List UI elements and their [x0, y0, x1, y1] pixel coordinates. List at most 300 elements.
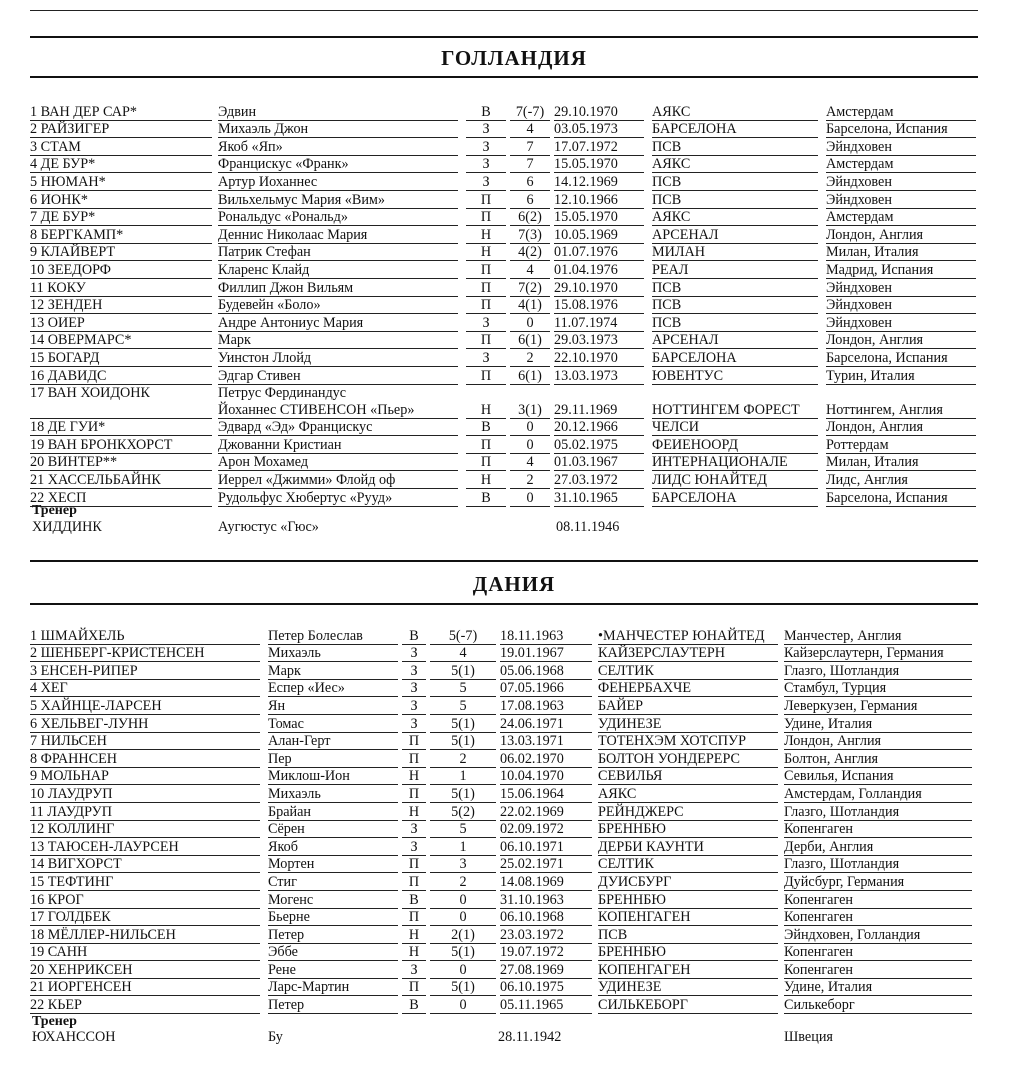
player-birth-date: 19.07.1972: [500, 943, 592, 961]
player-first-name: Михаэль: [268, 785, 398, 803]
section-rule-top: [30, 36, 978, 38]
player-first-name: Ян: [268, 697, 398, 715]
player-birth-date: 22.02.1969: [500, 802, 592, 820]
player-name: 21 ИОРГЕНСЕН: [30, 978, 260, 996]
player-position: Н: [466, 243, 506, 261]
table-row: [30, 855, 972, 873]
player-first-name: Могенс: [268, 890, 398, 908]
table-row: [30, 173, 976, 191]
player-city: Силькеборг: [784, 996, 972, 1014]
player-caps: 0: [430, 996, 496, 1014]
player-caps: 7: [510, 155, 550, 173]
player-first-name: Петер: [268, 996, 398, 1014]
player-name: 19 ВАН БРОНКХОРСТ: [30, 436, 212, 454]
player-birth-date: 18.11.1963: [500, 627, 592, 644]
player-name: 7 ДЕ БУР*: [30, 208, 212, 226]
player-name: 5 ХАЙНЦЕ-ЛАРСЕН: [30, 697, 260, 715]
player-caps: 5(1): [430, 978, 496, 996]
section-title-netherlands: ГОЛЛАНДИЯ: [441, 46, 587, 70]
player-birth-date: 15.05.1970: [554, 155, 644, 173]
coach-first-name: Аугюстус «Гюс»: [218, 519, 319, 535]
player-club: ТОТЕНХЭМ ХОТСПУР: [598, 732, 778, 750]
player-city: Копенгаген: [784, 820, 972, 838]
player-city: Глазго, Шотландия: [784, 855, 972, 873]
player-caps: 7(3): [510, 226, 550, 244]
player-birth-date: 10.05.1969: [554, 226, 644, 244]
player-position: П: [466, 331, 506, 349]
table-row: [30, 996, 972, 1014]
table-row: [30, 331, 976, 349]
player-caps: 6(1): [510, 331, 550, 349]
table-row: [30, 714, 972, 732]
player-club: ПСВ: [652, 278, 818, 296]
player-club: ДУИСБУРГ: [598, 873, 778, 891]
player-name: 8 БЕРГКАМП*: [30, 226, 212, 244]
player-birth-date: 27.03.1972: [554, 471, 644, 489]
player-position: З: [466, 173, 506, 191]
table-row: [30, 873, 972, 891]
player-city: Дуйсбург, Германия: [784, 873, 972, 891]
player-first-name: Рональдус «Рональд»: [218, 208, 458, 226]
player-city: Копенгаген: [784, 908, 972, 926]
player-position: П: [402, 908, 426, 926]
player-position: З: [402, 838, 426, 856]
player-birth-date: 17.07.1972: [554, 138, 644, 156]
player-first-name: Стиг: [268, 873, 398, 891]
player-caps: 3(1): [510, 401, 550, 418]
player-first-name: Андре Антониус Мария: [218, 314, 458, 332]
player-first-name: Артур Иоханнес: [218, 173, 458, 191]
player-club: БОЛТОН УОНДЕРЕРС: [598, 750, 778, 768]
player-name: 7 НИЛЬСЕН: [30, 732, 260, 750]
player-club: АРСЕНАЛ: [652, 331, 818, 349]
player-birth-date: 06.10.1968: [500, 908, 592, 926]
player-club: ДЕРБИ КАУНТИ: [598, 838, 778, 856]
player-position: Н: [402, 926, 426, 944]
player-city: Лондон, Англия: [826, 418, 976, 436]
player-caps: 5(1): [430, 732, 496, 750]
player-position: П: [466, 190, 506, 208]
player-club: БРЕННБЮ: [598, 890, 778, 908]
table-row: [30, 961, 972, 979]
player-club: МИЛАН: [652, 243, 818, 261]
player-club: АРСЕНАЛ: [652, 226, 818, 244]
player-position: П: [402, 873, 426, 891]
player-club: БАЙЕР: [598, 697, 778, 715]
player-name: 4 ХЕГ: [30, 679, 260, 697]
table-row: [30, 471, 976, 489]
player-club: УДИНЕЗЕ: [598, 978, 778, 996]
player-club: БРЕННБЮ: [598, 820, 778, 838]
player-name: 13 ТАЮСЕН-ЛАУРСЕН: [30, 838, 260, 856]
player-club: ИНТЕРНАЦИОНАЛЕ: [652, 453, 818, 471]
player-caps: 5: [430, 820, 496, 838]
table-row: [30, 890, 972, 908]
player-club: ПСВ: [652, 314, 818, 332]
section-rule-bottom: [30, 76, 978, 78]
coach-country: Швеция: [784, 1029, 833, 1045]
player-city: Удине, Италия: [784, 978, 972, 996]
player-club: ФЕНЕРБАХЧЕ: [598, 679, 778, 697]
player-birth-date: 17.08.1963: [500, 697, 592, 715]
player-caps: 3: [430, 855, 496, 873]
table-row: [30, 908, 972, 926]
player-city: Барселона, Испания: [826, 349, 976, 367]
player-position: П: [466, 261, 506, 279]
player-birth-date: 06.10.1975: [500, 978, 592, 996]
player-name: [30, 401, 212, 418]
player-first-name: Францискус «Франк»: [218, 155, 458, 173]
player-first-name: Михаэль: [268, 644, 398, 662]
player-city: Кайзерслаутерн, Германия: [784, 644, 972, 662]
player-city: Барселона, Испания: [826, 120, 976, 138]
player-first-name: Кларенс Клайд: [218, 261, 458, 279]
table-row: [30, 662, 972, 680]
player-position: Н: [466, 471, 506, 489]
player-club: СИЛЬКЕБОРГ: [598, 996, 778, 1014]
table-row: [30, 820, 972, 838]
player-name: 1 ШМАЙХЕЛЬ: [30, 627, 260, 644]
player-city: Глазго, Шотландия: [784, 802, 972, 820]
player-first-name: Эббе: [268, 943, 398, 961]
player-birth-date: 15.08.1976: [554, 296, 644, 314]
player-club: КАЙЗЕРСЛАУТЕРН: [598, 644, 778, 662]
player-first-name: Еспер «Иес»: [268, 679, 398, 697]
player-position: Н: [402, 802, 426, 820]
player-club: БАРСЕЛОНА: [652, 120, 818, 138]
player-first-name: Томас: [268, 714, 398, 732]
player-birth-date: 03.05.1973: [554, 120, 644, 138]
player-club: ФЕИЕНООРД: [652, 436, 818, 454]
table-row: [30, 697, 972, 715]
player-club: ЧЕЛСИ: [652, 418, 818, 436]
player-first-name: Будевейн «Боло»: [218, 296, 458, 314]
player-position: З: [466, 138, 506, 156]
coach-first-name: Бу: [268, 1029, 283, 1045]
player-caps: 5: [430, 679, 496, 697]
table-row: [30, 627, 972, 644]
player-name: 14 ВИГХОРСТ: [30, 855, 260, 873]
player-position: В: [466, 103, 506, 120]
player-first-name: Йоханнес СТИВЕНСОН «Пьер»: [218, 401, 458, 418]
player-caps: 2: [510, 349, 550, 367]
player-club: ПСВ: [598, 926, 778, 944]
player-club: •МАНЧЕСТЕР ЮНАЙТЕД: [598, 627, 778, 644]
player-city: Эйндховен: [826, 138, 976, 156]
table-row: [30, 838, 972, 856]
player-club: БРЕННБЮ: [598, 943, 778, 961]
player-position: В: [466, 489, 506, 507]
player-city: Лондон, Англия: [784, 732, 972, 750]
player-club: АЯКС: [652, 155, 818, 173]
player-position: П: [402, 732, 426, 750]
player-name: 3 СТАМ: [30, 138, 212, 156]
table-row: [30, 453, 976, 471]
player-city: Амстердам, Голландия: [784, 785, 972, 803]
player-first-name: Ларс-Мартин: [268, 978, 398, 996]
player-position: З: [466, 314, 506, 332]
table-row: [30, 103, 976, 120]
player-city: Манчестер, Англия: [784, 627, 972, 644]
player-birth-date: 01.07.1976: [554, 243, 644, 261]
player-club: РЕЙНДЖЕРС: [598, 802, 778, 820]
player-position: З: [466, 349, 506, 367]
table-row: [30, 120, 976, 138]
player-first-name: Патрик Стефан: [218, 243, 458, 261]
player-caps: 5(1): [430, 714, 496, 732]
player-birth-date: 05.06.1968: [500, 662, 592, 680]
player-name: 10 ЛАУДРУП: [30, 785, 260, 803]
player-birth-date: 06.10.1971: [500, 838, 592, 856]
player-city: Копенгаген: [784, 943, 972, 961]
player-caps: 7(-7): [510, 103, 550, 120]
player-city: Болтон, Англия: [784, 750, 972, 768]
player-first-name: Мортен: [268, 855, 398, 873]
player-city: Милан, Италия: [826, 243, 976, 261]
table-row: [30, 190, 976, 208]
player-caps: 5: [430, 697, 496, 715]
player-name: 4 ДЕ БУР*: [30, 155, 212, 173]
player-caps: 1: [430, 767, 496, 785]
player-caps: 2: [510, 471, 550, 489]
player-city: Роттердам: [826, 436, 976, 454]
player-club: ПСВ: [652, 138, 818, 156]
player-caps: 1: [430, 838, 496, 856]
player-birth-date: 15.06.1964: [500, 785, 592, 803]
player-city: Эйндховен: [826, 314, 976, 332]
section-rule-top: [30, 560, 978, 562]
player-name: 13 ОИЕР: [30, 314, 212, 332]
player-birth-date: 10.04.1970: [500, 767, 592, 785]
player-city: Копенгаген: [784, 961, 972, 979]
player-caps: 5(1): [430, 785, 496, 803]
player-name: 2 РАЙЗИГЕР: [30, 120, 212, 138]
player-position: Н: [402, 767, 426, 785]
player-city: Эйндховен: [826, 296, 976, 314]
player-birth-date: 05.02.1975: [554, 436, 644, 454]
player-name: 22 ХЕСП: [30, 489, 212, 507]
player-name: 3 ЕНСЕН-РИПЕР: [30, 662, 260, 680]
player-birth-date: 15.05.1970: [554, 208, 644, 226]
player-position: П: [466, 436, 506, 454]
player-caps: 7: [510, 138, 550, 156]
player-birth-date: 02.09.1972: [500, 820, 592, 838]
table-row: [30, 750, 972, 768]
player-city: Удине, Италия: [784, 714, 972, 732]
player-first-name: Миклош-Ион: [268, 767, 398, 785]
player-birth-date: 19.01.1967: [500, 644, 592, 662]
player-position: П: [466, 366, 506, 384]
player-birth-date: 07.05.1966: [500, 679, 592, 697]
player-birth-date: 13.03.1971: [500, 732, 592, 750]
player-city: Барселона, Испания: [826, 489, 976, 507]
player-caps: 5(1): [430, 662, 496, 680]
player-caps: 5(-7): [430, 627, 496, 644]
player-caps: 0: [510, 436, 550, 454]
table-row: [30, 243, 976, 261]
player-name: 18 МЁЛЛЕР-НИЛЬСЕН: [30, 926, 260, 944]
player-club: УДИНЕЗЕ: [598, 714, 778, 732]
table-row: [30, 785, 972, 803]
player-birth-date: 27.08.1969: [500, 961, 592, 979]
table-row: [30, 926, 972, 944]
player-club: ЛИДС ЮНАЙТЕД: [652, 471, 818, 489]
player-first-name: Джованни Кристиан: [218, 436, 458, 454]
player-name: 12 КОЛЛИНГ: [30, 820, 260, 838]
table-row: [30, 314, 976, 332]
player-first-name: Рудольфус Хюбертус «Рууд»: [218, 489, 458, 507]
table-row: [30, 138, 976, 156]
section-rule-bottom: [30, 603, 978, 605]
player-birth-date: 29.10.1970: [554, 103, 644, 120]
player-birth-date: 14.12.1969: [554, 173, 644, 191]
player-position: Н: [466, 401, 506, 418]
player-first-name: Марк: [218, 331, 458, 349]
coach-heading: Тренер: [32, 1014, 77, 1029]
coach-birth-date: 28.11.1942: [498, 1029, 562, 1045]
player-club: БАРСЕЛОНА: [652, 349, 818, 367]
netherlands-roster-table: [30, 103, 976, 507]
player-city: Севилья, Испания: [784, 767, 972, 785]
player-city: Эйндховен: [826, 173, 976, 191]
player-caps: 0: [510, 418, 550, 436]
player-caps: 5(2): [430, 802, 496, 820]
player-name: 15 ТЕФТИНГ: [30, 873, 260, 891]
player-caps: 0: [430, 890, 496, 908]
player-birth-date: 01.03.1967: [554, 453, 644, 471]
table-row: [30, 208, 976, 226]
player-caps: 4(1): [510, 296, 550, 314]
denmark-roster-table: [30, 627, 972, 1014]
table-row: [30, 802, 972, 820]
player-first-name-line1: Петрус Фердинандус: [218, 385, 347, 402]
player-position: В: [466, 418, 506, 436]
player-club: СЕЛТИК: [598, 855, 778, 873]
player-birth-date: 13.03.1973: [554, 366, 644, 384]
player-name: 2 ШЕНБЕРГ-КРИСТЕНСЕН: [30, 644, 260, 662]
player-name: 6 ХЕЛЬВЕГ-ЛУНН: [30, 714, 260, 732]
player-name: 9 МОЛЬНАР: [30, 767, 260, 785]
player-position: З: [402, 679, 426, 697]
player-first-name: Марк: [268, 662, 398, 680]
player-birth-date: 31.10.1965: [554, 489, 644, 507]
table-row: [30, 401, 976, 418]
player-name: 20 ХЕНРИКСЕН: [30, 961, 260, 979]
player-birth-date: 25.02.1971: [500, 855, 592, 873]
player-birth-date: 14.08.1969: [500, 873, 592, 891]
player-club: СЕВИЛЬЯ: [598, 767, 778, 785]
player-first-name: Алан-Герт: [268, 732, 398, 750]
player-first-name: Арон Мохамед: [218, 453, 458, 471]
player-name: 19 САНН: [30, 943, 260, 961]
table-row: [30, 349, 976, 367]
player-birth-date: 05.11.1965: [500, 996, 592, 1014]
player-city: Лондон, Англия: [826, 331, 976, 349]
table-row: [30, 489, 976, 507]
player-birth-date: 22.10.1970: [554, 349, 644, 367]
player-city: Эйндховен: [826, 190, 976, 208]
player-name: 20 ВИНТЕР**: [30, 453, 212, 471]
table-row: [30, 366, 976, 384]
player-position: З: [402, 714, 426, 732]
player-name: 11 КОКУ: [30, 278, 212, 296]
player-position: З: [402, 662, 426, 680]
player-first-name: Деннис Николаас Мария: [218, 226, 458, 244]
coach-name: ХИДДИНК: [32, 519, 102, 535]
player-caps: 2(1): [430, 926, 496, 944]
table-row: [30, 978, 972, 996]
player-birth-date: 01.04.1976: [554, 261, 644, 279]
player-club: АЯКС: [652, 208, 818, 226]
player-club: РЕАЛ: [652, 261, 818, 279]
table-row: [30, 679, 972, 697]
player-position: З: [466, 155, 506, 173]
player-name: 11 ЛАУДРУП: [30, 802, 260, 820]
player-city: Амстердам: [826, 103, 976, 120]
player-city: Эйндховен, Голландия: [784, 926, 972, 944]
player-birth-date: 24.06.1971: [500, 714, 592, 732]
player-position: З: [402, 644, 426, 662]
table-row-continuation: [30, 384, 976, 401]
coach-name: ЮХАНССОН: [32, 1029, 116, 1045]
player-club: ПСВ: [652, 190, 818, 208]
table-row: [30, 261, 976, 279]
player-position: В: [402, 890, 426, 908]
player-name: 17 ГОЛДБЕК: [30, 908, 260, 926]
player-first-name: Эдвин: [218, 103, 458, 120]
player-name: 8 ФРАННСЕН: [30, 750, 260, 768]
coach-birth-date: 08.11.1946: [556, 519, 620, 535]
player-city: Лондон, Англия: [826, 226, 976, 244]
player-position: В: [402, 627, 426, 644]
player-first-name: Бьерне: [268, 908, 398, 926]
player-club: ЮВЕНТУС: [652, 366, 818, 384]
player-city: Турин, Италия: [826, 366, 976, 384]
section-title-denmark: ДАНИЯ: [472, 572, 556, 596]
player-name: 17 ВАН ХОИДОНК: [30, 385, 150, 402]
player-first-name: Петер: [268, 926, 398, 944]
player-first-name: Вильхельмус Мария «Вим»: [218, 190, 458, 208]
player-first-name: Филлип Джон Вильям: [218, 278, 458, 296]
player-name: 12 ЗЕНДЕН: [30, 296, 212, 314]
player-position: Н: [466, 226, 506, 244]
player-caps: 6: [510, 173, 550, 191]
player-caps: 0: [430, 908, 496, 926]
player-position: П: [402, 978, 426, 996]
table-row: [30, 767, 972, 785]
player-position: З: [402, 961, 426, 979]
player-name: 10 ЗЕЕДОРФ: [30, 261, 212, 279]
player-birth-date: 06.02.1970: [500, 750, 592, 768]
player-city: Леверкузен, Германия: [784, 697, 972, 715]
player-club: СЕЛТИК: [598, 662, 778, 680]
player-club: АЯКС: [652, 103, 818, 120]
player-position: З: [402, 820, 426, 838]
player-birth-date: 29.11.1969: [554, 401, 644, 418]
player-city: Стамбул, Турция: [784, 679, 972, 697]
player-position: Н: [402, 943, 426, 961]
player-caps: 0: [430, 961, 496, 979]
player-city: Амстердам: [826, 208, 976, 226]
player-position: П: [466, 453, 506, 471]
player-caps: 4: [430, 644, 496, 662]
player-name: 21 ХАССЕЛЬБАЙНК: [30, 471, 212, 489]
player-name: 5 НЮМАН*: [30, 173, 212, 191]
player-birth-date: 11.07.1974: [554, 314, 644, 332]
player-position: З: [466, 120, 506, 138]
player-club: НОТТИНГЕМ ФОРЕСТ: [652, 401, 818, 418]
player-city: Ноттингем, Англия: [826, 401, 976, 418]
